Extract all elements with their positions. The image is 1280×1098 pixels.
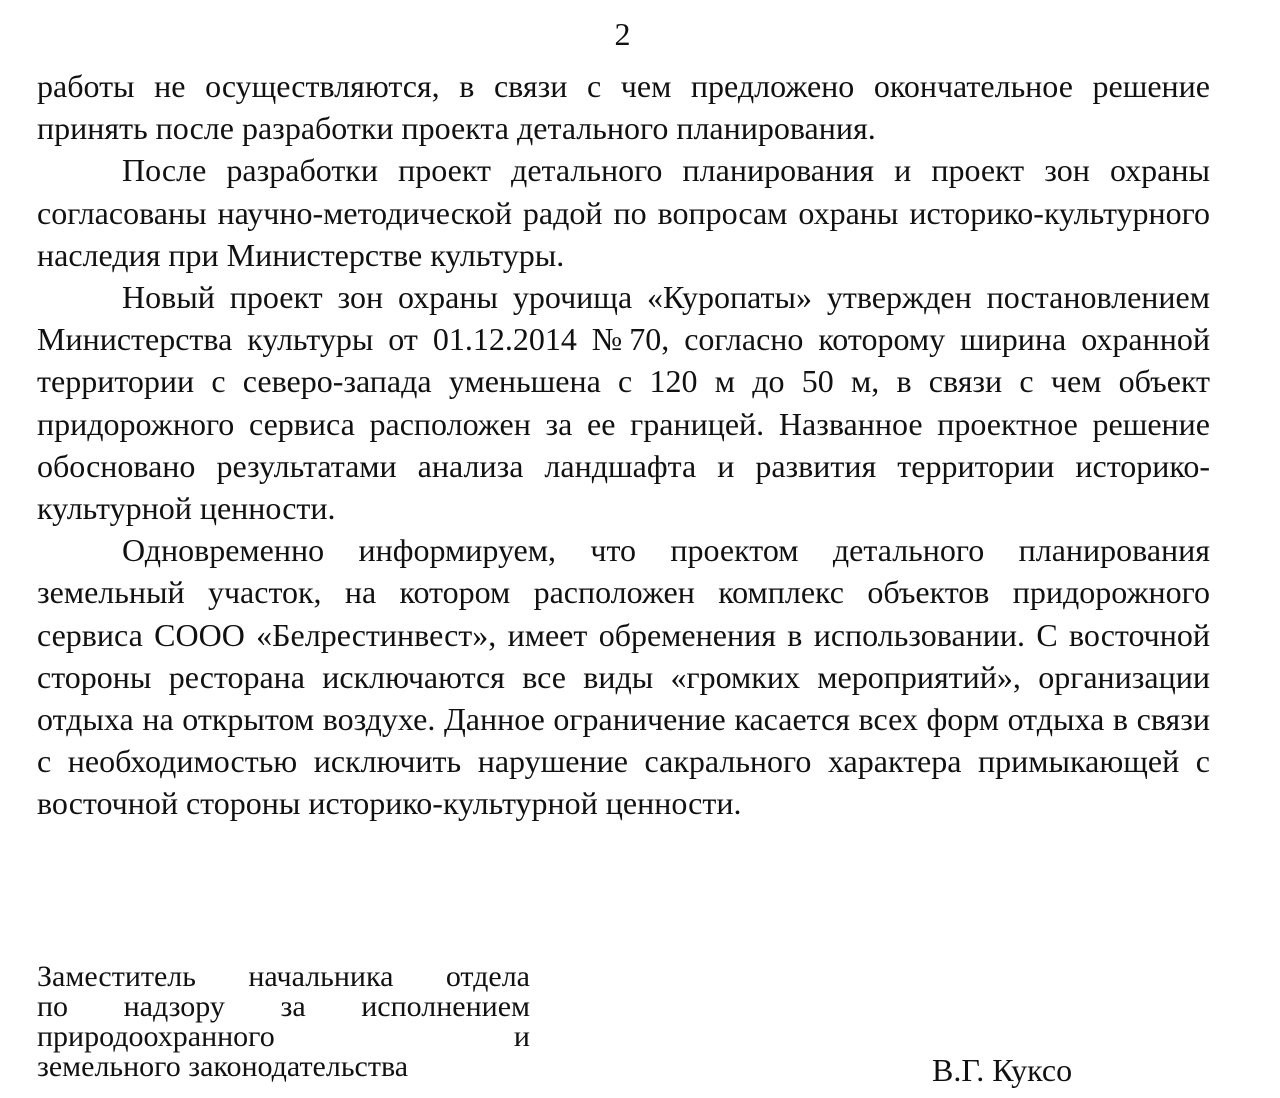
signatory-title-line: Заместитель начальника отдела — [37, 960, 530, 993]
letter-body — [37, 65, 1210, 825]
page-number: 2 — [614, 16, 631, 52]
paragraph-new-protection-zones: Новый проект зон охраны урочища «Куропаты» утвержден постановлением Министерства культуры от 01.12.2014 №70, согласно которому ширина охранной территории с северо-запада уменьшена с 120 м до 50 м, в связи с чем объект придорожного сервиса расположен за ее границей. Названное проектное решение обосновано результатами анализа ландшафта и развития территории историко-культурной ценности. — [37, 279, 1210, 527]
paragraph-land-restrictions: Одновременно информируем, что проектом детального планирования земельный участок, на котором расположен комплекс объектов придорожного сервиса СООО «Белрестинвест», имеет обременения в использовании. С восточной стороны ресторана исключаются все виды «громких мероприятий», организации отдыха на открытом воздухе. Данное ограничение касается всех форм отдыха в связи с необходимостью исключить нарушение сакрального характера примыкающей с восточной стороны историко-культурной ценности. — [37, 532, 1210, 822]
signatory-name: В.Г. Куксо — [932, 1052, 1073, 1088]
signatory-title — [37, 962, 530, 1082]
paragraph-approval: После разработки проект детального планирования и проект зон охраны согласованы научно-методической радой по вопросам охраны историко-культурного наследия при Министерстве культуры. — [37, 152, 1210, 273]
signatory-title-line: природоохранного и — [37, 1020, 530, 1053]
signatory-title-line: земельного законодательства — [37, 1050, 409, 1083]
paragraph-continuation: работы не осуществляются, в связи с чем предложено окончательное решение принять после разработки проекта детального планирования. — [37, 68, 1210, 147]
signatory-title-line: по надзору за исполнением — [37, 990, 530, 1023]
